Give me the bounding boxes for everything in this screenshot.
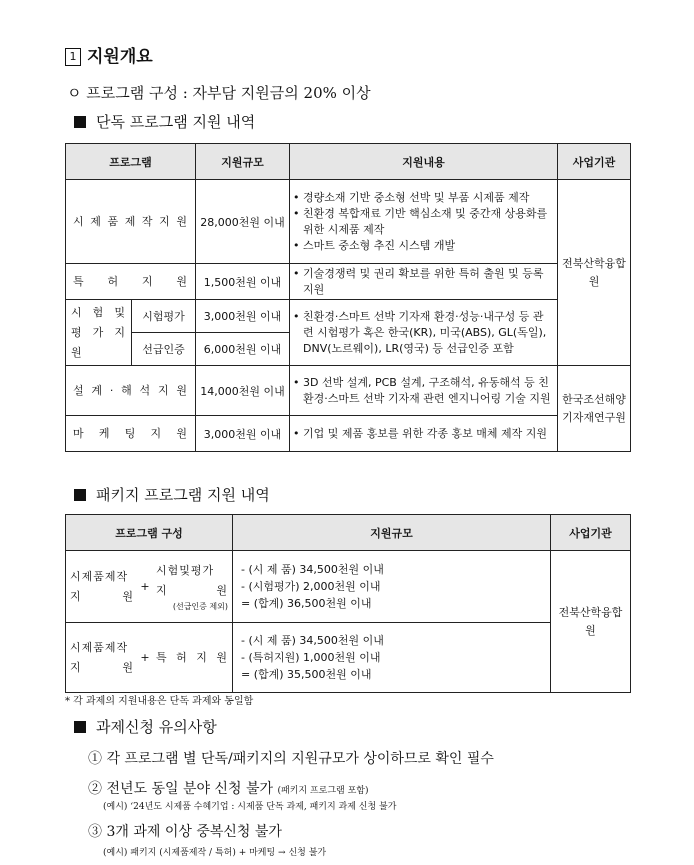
- notice-note: (패키지 프로그램 포함): [277, 786, 369, 796]
- section-heading: [65, 42, 153, 67]
- notice-section-title: [74, 716, 217, 737]
- program-config-line: ㅇ 프로그램 구성 : 자부담 지원금의 20% 이상: [67, 84, 371, 102]
- scale-cell: 1,500천원 이내: [196, 264, 290, 300]
- square-bullet-icon: [74, 116, 86, 128]
- content-bullet: • 친환경 복합재료 기반 핵심소재 및 중간재 상용화를 위한 시제품 제작: [293, 206, 554, 238]
- header-program: 프로그램: [66, 144, 196, 180]
- content-bullet: • 기업 및 제품 홍보를 위한 각종 홍보 매체 제작 지원: [293, 426, 554, 442]
- table-header-row: [66, 144, 631, 180]
- content-cell: [290, 366, 558, 416]
- sub-program-cell: 선급인증: [132, 333, 196, 366]
- program-cell: 마 케 팅 지 원: [66, 416, 196, 452]
- scale-cell: 6,000천원 이내: [196, 333, 290, 366]
- package-right-program: 특 허 지 원: [156, 650, 228, 664]
- scale-line: - (시 제 품) 34,500천원 이내: [241, 634, 384, 647]
- notice-number: ②: [88, 781, 102, 797]
- heading-title: 지원개요: [87, 47, 153, 67]
- scale-cell: 14,000천원 이내: [196, 366, 290, 416]
- notice-example: (예시) 패키지 (시제품제작 / 특허) + 마케팅 → 신청 불가: [103, 848, 327, 858]
- square-bullet-icon: [74, 721, 86, 733]
- table-row: [66, 264, 631, 300]
- notice-number: ③: [88, 824, 102, 840]
- composition-cell: [66, 623, 233, 693]
- sub-program-cell: 시험평가: [132, 300, 196, 333]
- table-row: [66, 623, 631, 693]
- table-row: [66, 300, 631, 333]
- plus-sign: +: [140, 651, 150, 664]
- scale-line: = (합계) 35,500천원 이내: [241, 668, 372, 681]
- content-cell: [290, 416, 558, 452]
- package-left-program: 시제품제작 지 원: [70, 569, 134, 603]
- package-program-table: [65, 514, 631, 693]
- square-bullet-icon: [74, 489, 86, 501]
- single-section-title: [74, 111, 255, 132]
- header-scale: 지원규모: [233, 515, 551, 551]
- scale-line: - (시 제 품) 34,500천원 이내: [241, 563, 384, 576]
- notice-item: [88, 778, 368, 798]
- scale-cell: 3,000천원 이내: [196, 300, 290, 333]
- agency-cell: 전북산학융합원: [558, 180, 631, 366]
- table-row: [66, 551, 631, 623]
- scale-cell: 28,000천원 이내: [196, 180, 290, 264]
- scale-line: - (시험평가) 2,000천원 이내: [241, 580, 381, 593]
- single-program-table: [65, 143, 631, 452]
- notice-number: ①: [88, 751, 102, 767]
- agency-cell: 전북산학융합원: [551, 551, 631, 693]
- header-content: 지원내용: [290, 144, 558, 180]
- content-bullet: • 친환경·스마트 선박 기자재 환경·성능·내구성 등 관련 시험평가 혹은 한국(KR), 미국(ABS), GL(독일), DNV(노르웨이), LR(영국) 등 선급인증 포함: [293, 309, 554, 357]
- content-bullet: • 3D 선박 설계, PCB 설계, 구조해석, 유동해석 등 친환경·스마트 선박 기자재 관련 엔지니어링 기술 지원: [293, 375, 554, 407]
- notice-item: [88, 748, 494, 768]
- header-scale: 지원규모: [196, 144, 290, 180]
- program-cell: 설 계 · 해 석 지 원: [66, 366, 196, 416]
- package-section-title-text: 패키지 프로그램 지원 내역: [96, 486, 270, 504]
- header-agency: 사업기관: [558, 144, 631, 180]
- table-row: [66, 366, 631, 416]
- scale-cell: [233, 551, 551, 623]
- content-cell: [290, 180, 558, 264]
- package-right-note: (선급인증 제외): [172, 602, 228, 611]
- content-bullet: • 스마트 중소형 추진 시스템 개발: [293, 238, 554, 254]
- header-composition: 프로그램 구성: [66, 515, 233, 551]
- table-row: [66, 180, 631, 264]
- content-cell: [290, 264, 558, 300]
- content-cell: [290, 300, 558, 366]
- single-section-title-text: 단독 프로그램 지원 내역: [96, 113, 256, 131]
- table-header-row: [66, 515, 631, 551]
- notice-example: (예시) ‘24년도 시제품 수혜기업 : 시제품 단독 과제, 패키지 과제 신청 불가: [103, 802, 397, 812]
- program-cell: 시 제 품 제 작 지 원: [66, 180, 196, 264]
- notice-item: [88, 821, 282, 841]
- scale-line: = (합계) 36,500천원 이내: [241, 597, 372, 610]
- program-cell: 시 험 및 평 가 지 원: [66, 300, 132, 366]
- table-row: [66, 416, 631, 452]
- notice-text: 3개 과제 이상 중복신청 불가: [106, 824, 282, 840]
- heading-number-box: 1: [65, 48, 81, 66]
- notice-section-title-text: 과제신청 유의사항: [96, 718, 217, 736]
- package-right-program: 시험및평가 지 원: [156, 564, 228, 597]
- notice-text: 전년도 동일 분야 신청 불가: [106, 781, 274, 797]
- plus-sign: +: [140, 580, 150, 593]
- content-bullet: • 기술경쟁력 및 권리 확보를 위한 특허 출원 및 등록 지원: [293, 266, 554, 298]
- scale-cell: [233, 623, 551, 693]
- package-section-title: [74, 484, 270, 505]
- header-agency: 사업기관: [551, 515, 631, 551]
- program-cell: 특 허 지 원: [66, 264, 196, 300]
- composition-cell: [66, 551, 233, 623]
- package-footnote: * 각 과제의 지원내용은 단독 과제와 동일함: [65, 696, 254, 707]
- content-bullet: • 경량소재 기반 중소형 선박 및 부품 시제품 제작: [293, 190, 554, 206]
- scale-cell: 3,000천원 이내: [196, 416, 290, 452]
- notice-text: 각 프로그램 별 단독/패키지의 지원규모가 상이하므로 확인 필수: [106, 751, 494, 767]
- scale-line: - (특허지원) 1,000천원 이내: [241, 651, 381, 664]
- package-left-program: 시제품제작 지 원: [70, 640, 134, 674]
- agency-cell: 한국조선해양기자재연구원: [558, 366, 631, 452]
